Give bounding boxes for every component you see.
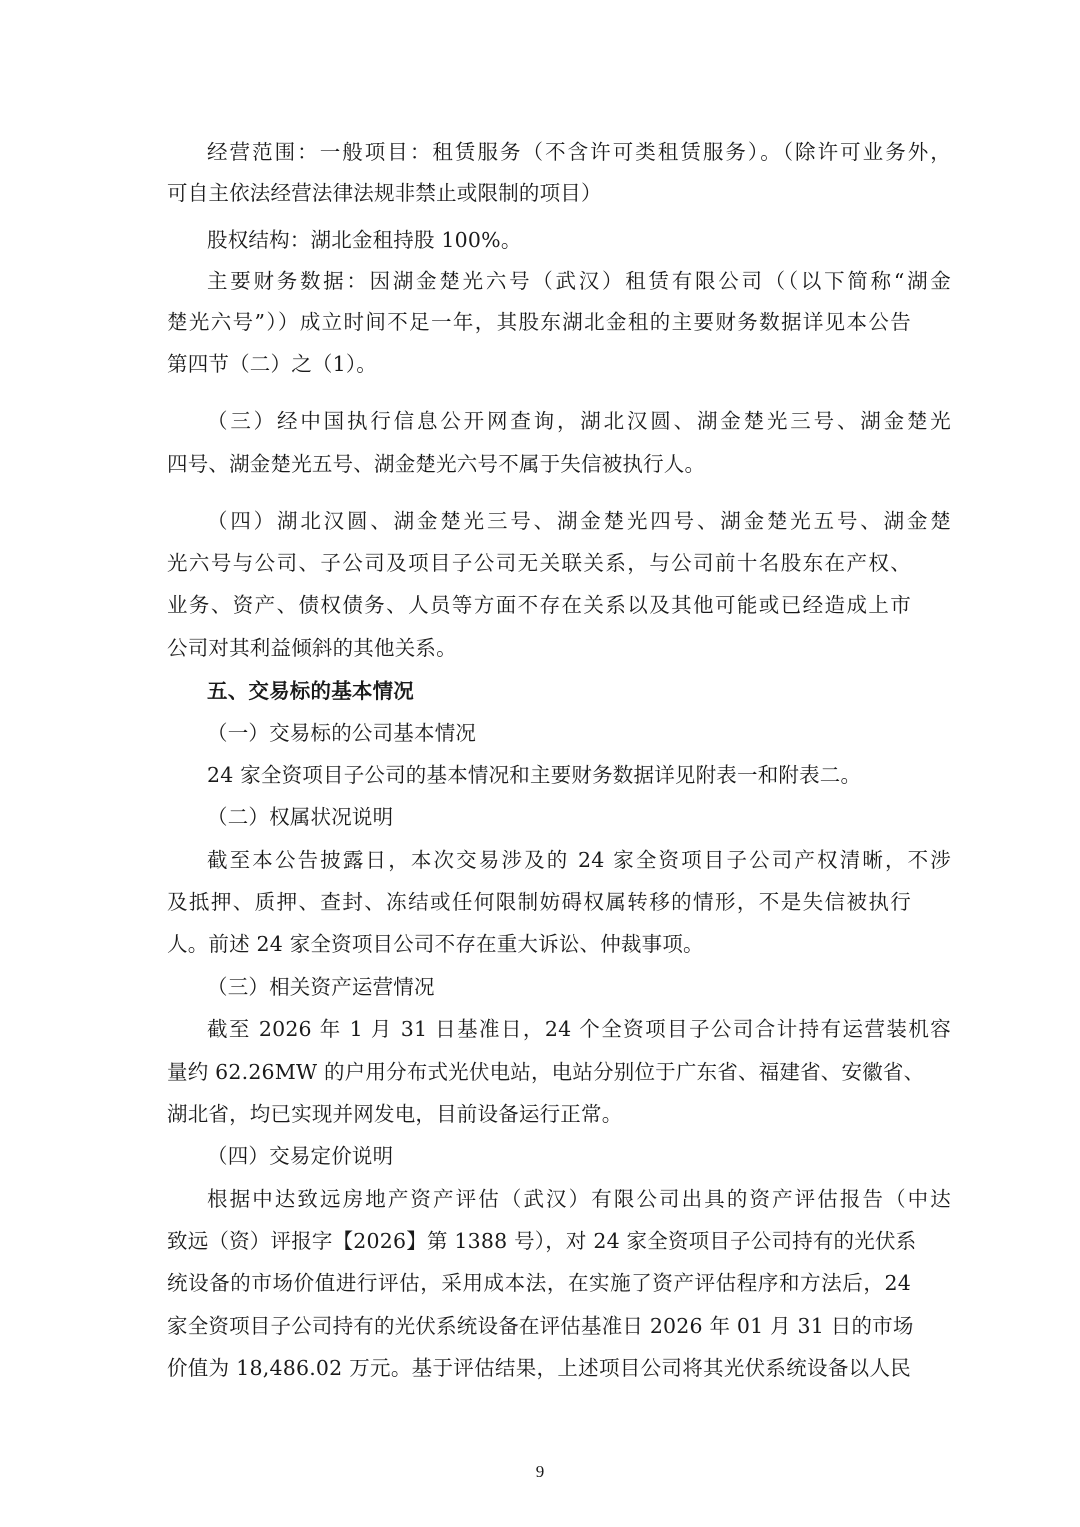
body-text-line: 股权结构：湖北金租持股 100%。	[207, 228, 522, 252]
subsection-heading: （一）交易标的公司基本情况	[207, 721, 477, 745]
body-text-line: 量约 62.26MW 的户用分布式光伏电站，电站分别位于广东省、福建省、安徽省、	[167, 1060, 925, 1084]
body-text-line: 第四节（二）之（1）。	[167, 352, 377, 376]
body-text-line: 可自主依法经营法律法规非禁止或限制的项目）	[167, 181, 602, 205]
body-text-line: 根据中达致远房地产资产评估（武汉）有限公司出具的资产评估报告（中达	[207, 1187, 951, 1211]
body-text-line: 致远（资）评报字【2026】第 1388 号），对 24 家全资项目子公司持有的光伏系	[167, 1229, 917, 1253]
section-heading: 五、交易标的基本情况	[207, 679, 414, 703]
body-text-line: （四）湖北汉圆、湖金楚光三号、湖金楚光四号、湖金楚光五号、湖金楚	[207, 509, 951, 533]
body-text-line: 经营范围：一般项目：租赁服务（不含许可类租赁服务）。（除许可业务外，	[207, 140, 951, 164]
body-text-line: 业务、资产、债权债务、人员等方面不存在关系以及其他可能或已经造成上市	[167, 593, 911, 617]
body-text-line: 光六号与公司、子公司及项目子公司无关联关系，与公司前十名股东在产权、	[167, 551, 911, 575]
body-text-line: 主要财务数据：因湖金楚光六号（武汉）租赁有限公司（（以下简称“湖金	[207, 269, 951, 293]
body-text-line: 四号、湖金楚光五号、湖金楚光六号不属于失信被执行人。	[167, 452, 706, 476]
body-text-line: 家全资项目子公司持有的光伏系统设备在评估基准日 2026 年 01 月 31 日的市场	[167, 1314, 914, 1338]
body-text-line: 24 家全资项目子公司的基本情况和主要财务数据详见附表一和附表二。	[207, 763, 862, 787]
subsection-heading: （四）交易定价说明	[207, 1144, 394, 1168]
body-text-line: 楚光六号”））成立时间不足一年，其股东湖北金租的主要财务数据详见本公告	[167, 310, 911, 334]
body-text-line: （三）经中国执行信息公开网查询，湖北汉圆、湖金楚光三号、湖金楚光	[207, 409, 951, 433]
subsection-heading: （三）相关资产运营情况	[207, 975, 435, 999]
subsection-heading: （二）权属状况说明	[207, 805, 394, 829]
page-number: 9	[535, 1462, 545, 1481]
body-text-line: 及抵押、质押、查封、冻结或任何限制妨碍权属转移的情形，不是失信被执行	[167, 890, 911, 914]
body-text-line: 统设备的市场价值进行评估，采用成本法，在实施了资产评估程序和方法后，24	[167, 1271, 911, 1295]
body-text-line: 截至本公告披露日，本次交易涉及的 24 家全资项目子公司产权清晰，不涉	[207, 848, 951, 872]
body-text-line: 截至 2026 年 1 月 31 日基准日，24 个全资项目子公司合计持有运营装机容	[207, 1017, 951, 1041]
body-text-line: 价值为 18,486.02 万元。基于评估结果，上述项目公司将其光伏系统设备以人民	[167, 1356, 912, 1380]
body-text-line: 湖北省，均已实现并网发电，目前设备运行正常。	[167, 1102, 623, 1126]
body-text-line: 公司对其利益倾斜的其他关系。	[167, 636, 457, 660]
body-text-line: 人。前述 24 家全资项目公司不存在重大诉讼、仲裁事项。	[167, 932, 704, 956]
